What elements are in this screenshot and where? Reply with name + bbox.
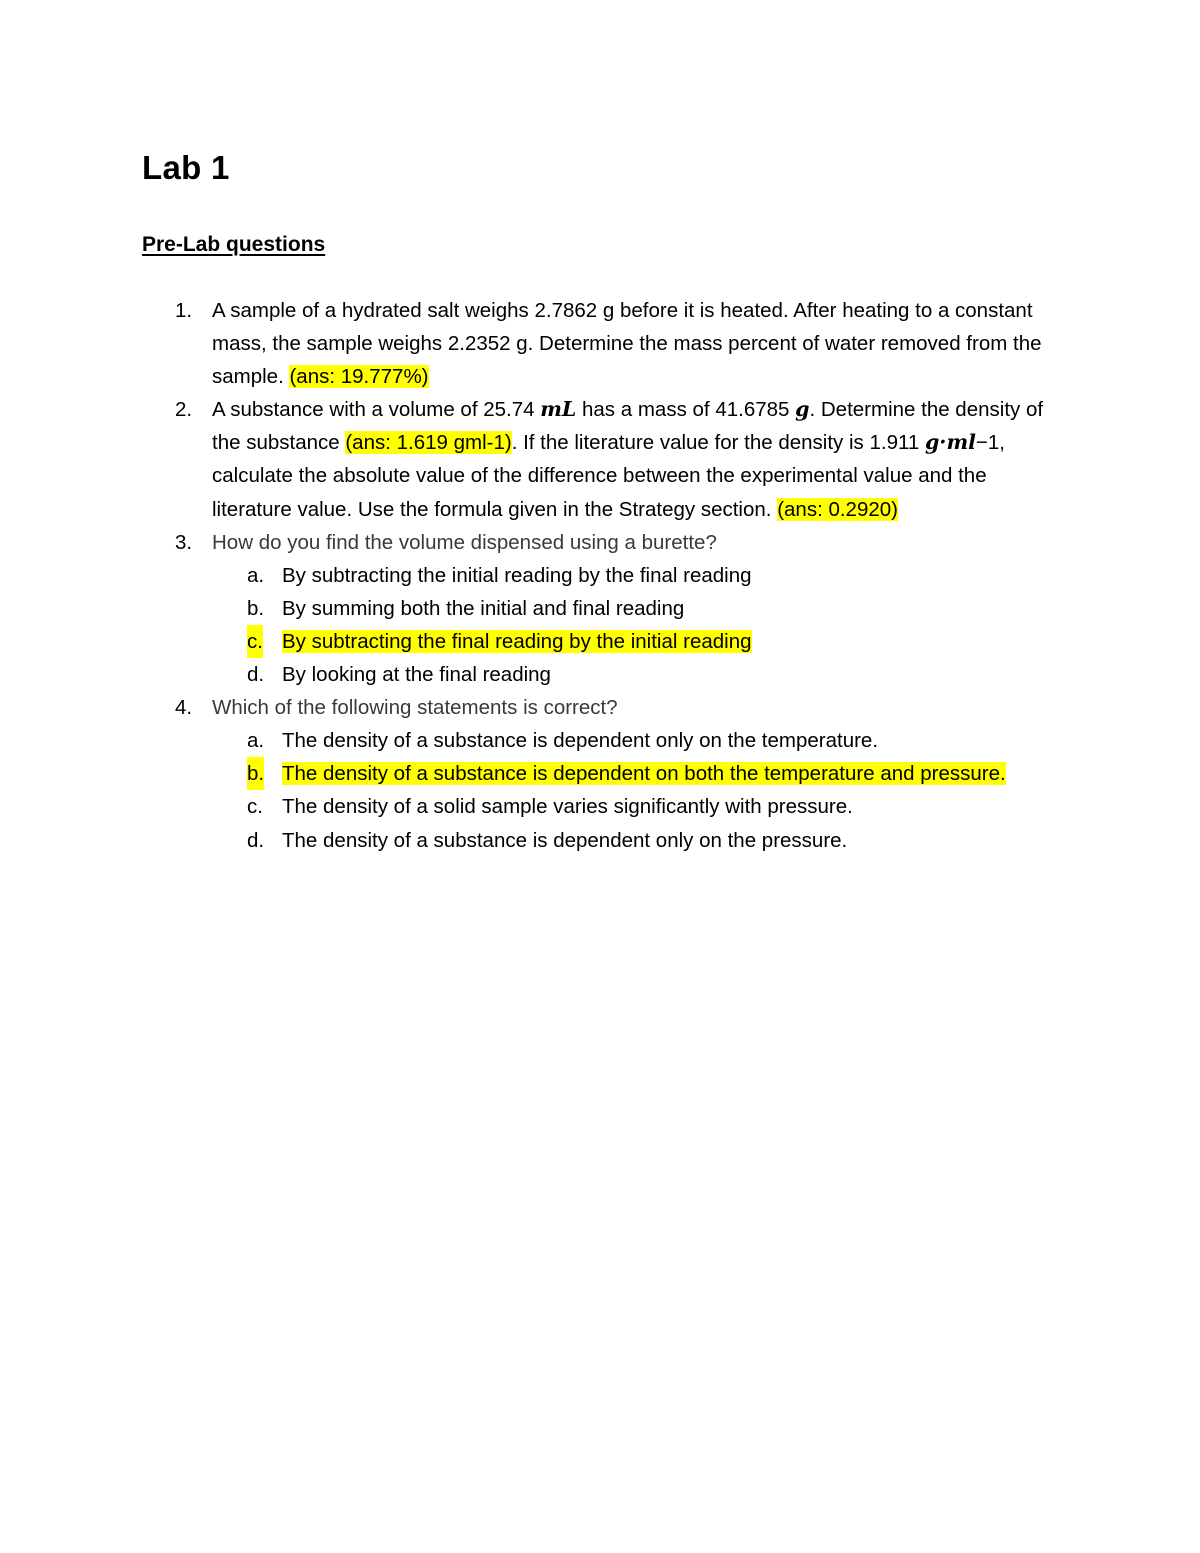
option-c	[212, 625, 1072, 658]
option-text: By looking at the final reading	[282, 663, 551, 687]
option-text: By subtracting the initial reading by the final reading	[282, 563, 752, 587]
option-letter: a.	[247, 563, 265, 587]
option-a	[212, 559, 1072, 592]
option-text: The density of a substance is dependent only on the pressure.	[282, 828, 848, 852]
answer-highlight: (ans: 0.2920)	[777, 497, 898, 521]
question-text: −1, calculate the absolute value of the difference between the experimental value and the literature value. Use the formula given in the Strategy section.	[212, 431, 1005, 521]
question-3	[142, 526, 1072, 691]
option-list	[212, 559, 1072, 691]
question-number: 3.	[175, 530, 193, 554]
option-list	[212, 724, 1072, 856]
option-letter: c.	[247, 795, 263, 819]
option-a	[212, 724, 1072, 757]
option-letter: c.	[247, 625, 263, 658]
option-letter: d.	[247, 663, 265, 687]
question-number: 1.	[175, 299, 193, 322]
option-d	[212, 658, 1072, 691]
section-heading: Pre-Lab questions	[142, 233, 326, 256]
option-text: By summing both the initial and final reading	[282, 596, 685, 620]
option-text: The density of a substance is dependent only on the temperature.	[282, 729, 879, 753]
option-c	[212, 790, 1072, 823]
option-text-highlighted: The density of a substance is dependent on both the temperature and pressure.	[282, 762, 1006, 786]
option-letter: a.	[247, 729, 265, 753]
question-1	[142, 294, 1072, 393]
option-text-highlighted: By subtracting the final reading by the initial reading	[282, 629, 752, 653]
option-letter: b.	[247, 757, 264, 790]
question-text: A sample of a hydrated salt weighs 2.7862 g before it is heated. After heating to a constant mass, the sample weighs 2.2352 g. Determine the mass percent of water removed from the sample.	[212, 299, 1042, 389]
unit-g: g	[795, 397, 810, 422]
page-title: Lab 1	[142, 149, 230, 186]
option-b	[212, 592, 1072, 625]
question-number: 4.	[175, 696, 193, 720]
option-text: The density of a solid sample varies significantly with pressure.	[282, 795, 853, 819]
option-letter: b.	[247, 596, 265, 620]
question-text: has a mass of 41.6785	[576, 398, 796, 422]
question-text: . If the literature value for the density is 1.911	[511, 431, 925, 455]
unit-g-per-ml: g·ml	[924, 430, 976, 455]
unit-ml: mL	[540, 397, 577, 422]
answer-highlight: (ans: 19.777%)	[289, 365, 429, 389]
option-letter: d.	[247, 828, 265, 852]
option-b	[212, 757, 1072, 790]
question-list	[142, 294, 1072, 857]
question-4	[142, 691, 1072, 856]
question-2	[142, 393, 1072, 525]
question-text: How do you find the volume dispensed using a burette?	[212, 530, 717, 554]
answer-highlight: (ans: 1.619 gml-1)	[345, 431, 512, 455]
question-text: A substance with a volume of 25.74	[212, 398, 541, 422]
option-d	[212, 824, 1072, 857]
question-text: Which of the following statements is correct?	[212, 696, 618, 720]
question-number: 2.	[175, 398, 193, 422]
question-text: . Determine the density of the substance	[212, 398, 1044, 455]
